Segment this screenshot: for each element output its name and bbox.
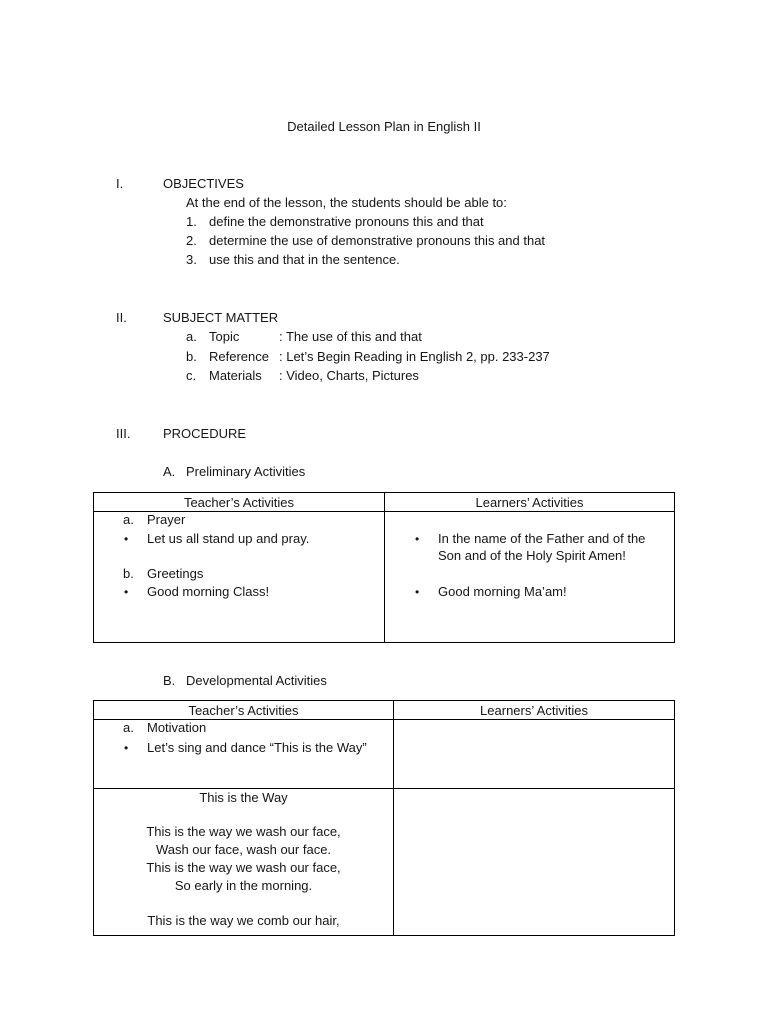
subsection-heading: Developmental Activities [186,673,327,688]
objective-item: define the demonstrative pronouns this and that [209,214,484,229]
bullet: • [124,741,129,755]
list-number: 2. [186,233,197,248]
objectives-intro: At the end of the lesson, the students should be able to: [186,195,507,210]
column-header-teacher: Teacher’s Activities [183,495,295,510]
column-header-teacher: Teacher’s Activities [188,703,299,718]
column-header-learners: Learners’ Activities [475,495,584,510]
list-number: 1. [186,214,197,229]
activity-title: Motivation [147,720,207,735]
subject-label: Reference [209,349,269,364]
subject-value: : Video, Charts, Pictures [279,368,419,383]
song-line: This is the way we wash our face, [146,860,341,875]
row-divider [94,788,674,789]
song-line: This is the way we comb our hair, [147,913,340,928]
subsection-letter: B. [163,673,176,688]
bullet: • [124,585,129,599]
subject-value: : The use of this and that [279,329,422,344]
subsection-letter: A. [163,464,176,479]
column-header-learners: Learners’ Activities [480,703,588,718]
column-divider [393,701,394,935]
column-divider [384,493,385,642]
teacher-line: Good morning Class! [147,584,270,599]
list-letter: a. [123,720,134,735]
teacher-line: Let’s sing and dance “This is the Way” [147,740,367,755]
objective-item: use this and that in the sentence. [209,252,400,267]
subject-label: Materials [209,368,262,383]
learner-line: Son and of the Holy Spirit Amen! [438,548,626,563]
preliminary-activities-table [93,492,675,643]
teacher-line: Let us all stand up and pray. [147,531,310,546]
song-line: This is the way we wash our face, [146,824,341,839]
section-heading: OBJECTIVES [163,176,244,191]
song-title: This is the Way [199,790,288,805]
objective-item: determine the use of demonstrative pronouns this and that [209,233,546,248]
learner-line: In the name of the Father and of the [438,531,646,546]
list-letter: b. [186,349,197,364]
bullet: • [415,585,420,599]
section-numeral: I. [116,176,124,191]
list-letter: a. [123,512,134,527]
activity-title: Prayer [147,512,186,527]
section-numeral: III. [116,426,131,441]
list-letter: a. [186,329,197,344]
document-title: Detailed Lesson Plan in English II [287,119,481,134]
song-line: So early in the morning. [174,878,313,893]
list-letter: b. [123,566,134,581]
bullet: • [124,532,129,546]
subject-label: Topic [209,329,240,344]
activity-title: Greetings [147,566,204,581]
bullet: • [415,532,420,546]
subsection-heading: Preliminary Activities [186,464,306,479]
developmental-activities-table [93,700,675,936]
list-letter: c. [186,368,197,383]
list-number: 3. [186,252,197,267]
section-numeral: II. [116,310,127,325]
learner-line: Good morning Ma’am! [438,584,567,599]
subject-value: : Let’s Begin Reading in English 2, pp. 233-237 [279,349,550,364]
section-heading: PROCEDURE [163,426,247,441]
song-line: Wash our face, wash our face. [155,842,332,857]
section-heading: SUBJECT MATTER [163,310,279,325]
